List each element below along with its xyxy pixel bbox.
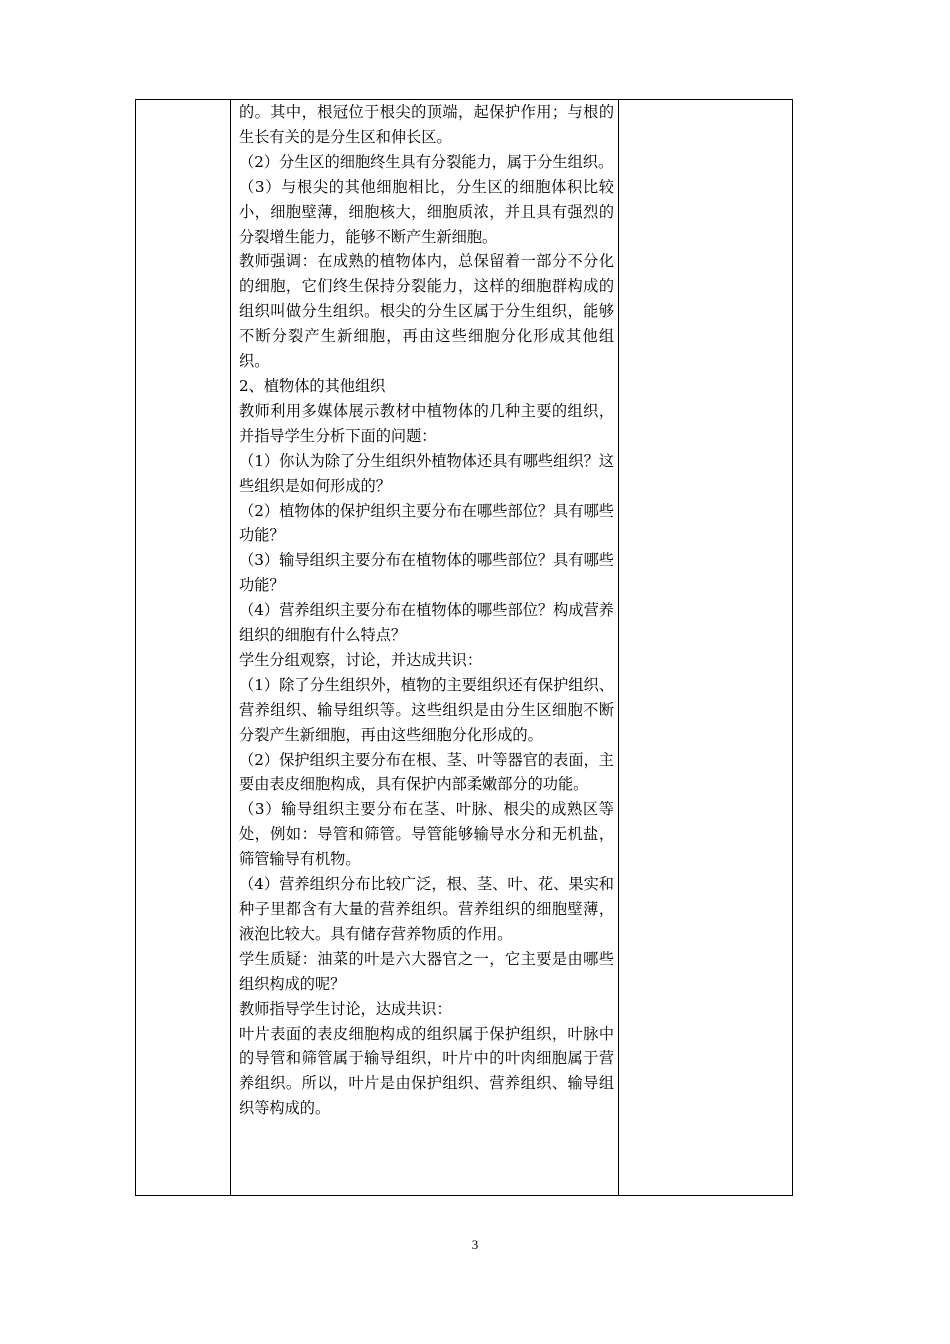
- paragraph: 学生分组观察，讨论，并达成共识：: [239, 650, 482, 669]
- teaching-process-content: [231, 100, 618, 1121]
- teaching-process-cell: [231, 100, 619, 1196]
- question-item: （3）输导组织主要分布在植物体的哪些部位？具有哪些功能？: [239, 551, 614, 595]
- answer-item: （4）营养组织分布比较广泛，根、茎、叶、花、果实和种子里都含有大量的营养组织。营养组织的细胞壁薄，液泡比较大。具有储存营养物质的作用。: [239, 875, 614, 943]
- paragraph: 教师指导学生讨论，达成共识：: [239, 999, 452, 1018]
- lesson-plan-table: [135, 99, 793, 1196]
- page-number: 3: [471, 1237, 479, 1252]
- paragraph: 教师利用多媒体展示教材中植物体的几种主要的组织，并指导学生分析下面的问题：: [239, 401, 614, 445]
- question-item: （2）植物体的保护组织主要分布在哪些部位？具有哪些功能？: [239, 501, 614, 545]
- paragraph: （2）分生区的细胞终生具有分裂能力，属于分生组织。: [239, 152, 614, 171]
- table-row: [136, 100, 793, 1196]
- question-item: （1）你认为除了分生组织外植物体还具有哪些组织？这些组织是如何形成的？: [239, 451, 614, 495]
- question-item: （4）营养组织主要分布在植物体的哪些部位？构成营养组织的细胞有什么特点？: [239, 601, 614, 645]
- paragraph: 叶片表面的表皮细胞构成的组织属于保护组织，叶脉中的导管和筛管属于输导组织，叶片中的叶肉细胞属于营养组织。所以，叶片是由保护组织、营养组织、输导组织等构成的。: [239, 1024, 614, 1118]
- answer-item: （2）保护组织主要分布在根、茎、叶等器官的表面，主要由表皮细胞构成，具有保护内部柔嫩部分的功能。: [239, 750, 614, 794]
- paragraph: 学生质疑：油菜的叶是六大器官之一，它主要是由哪些组织构成的呢？: [239, 949, 614, 993]
- section-heading: 2、植物体的其他组织: [239, 376, 386, 395]
- paragraph: 的。其中，根冠位于根尖的顶端，起保护作用；与根的生长有关的是分生区和伸长区。: [239, 103, 614, 146]
- paragraph: （3）与根尖的其他细胞相比，分生区的细胞体积比较小，细胞壁薄，细胞核大，细胞质浓，并且具有强烈的分裂增生能力，能够不断产生新细胞。: [239, 177, 614, 246]
- paragraph: 教师强调：在成熟的植物体内，总保留着一部分不分化的细胞，它们终生保持分裂能力，这样的细胞群构成的组织叫做分生组织。根尖的分生区属于分生组织，能够不断分裂产生新细胞，再由这些细胞分化形成其他组织。: [239, 252, 614, 371]
- answer-item: （3）输导组织主要分布在茎、叶脉、根尖的成熟区等处，例如：导管和筛管。导管能够输导水分和无机盐，筛管输导有机物。: [239, 800, 614, 869]
- answer-item: （1）除了分生组织外，植物的主要组织还有保护组织、营养组织、输导组织等。这些组织是由分生区细胞不断分裂产生新细胞，再由这些细胞分化形成的。: [239, 675, 614, 744]
- left-column-cell: [136, 100, 231, 1196]
- right-column-cell: [619, 100, 793, 1196]
